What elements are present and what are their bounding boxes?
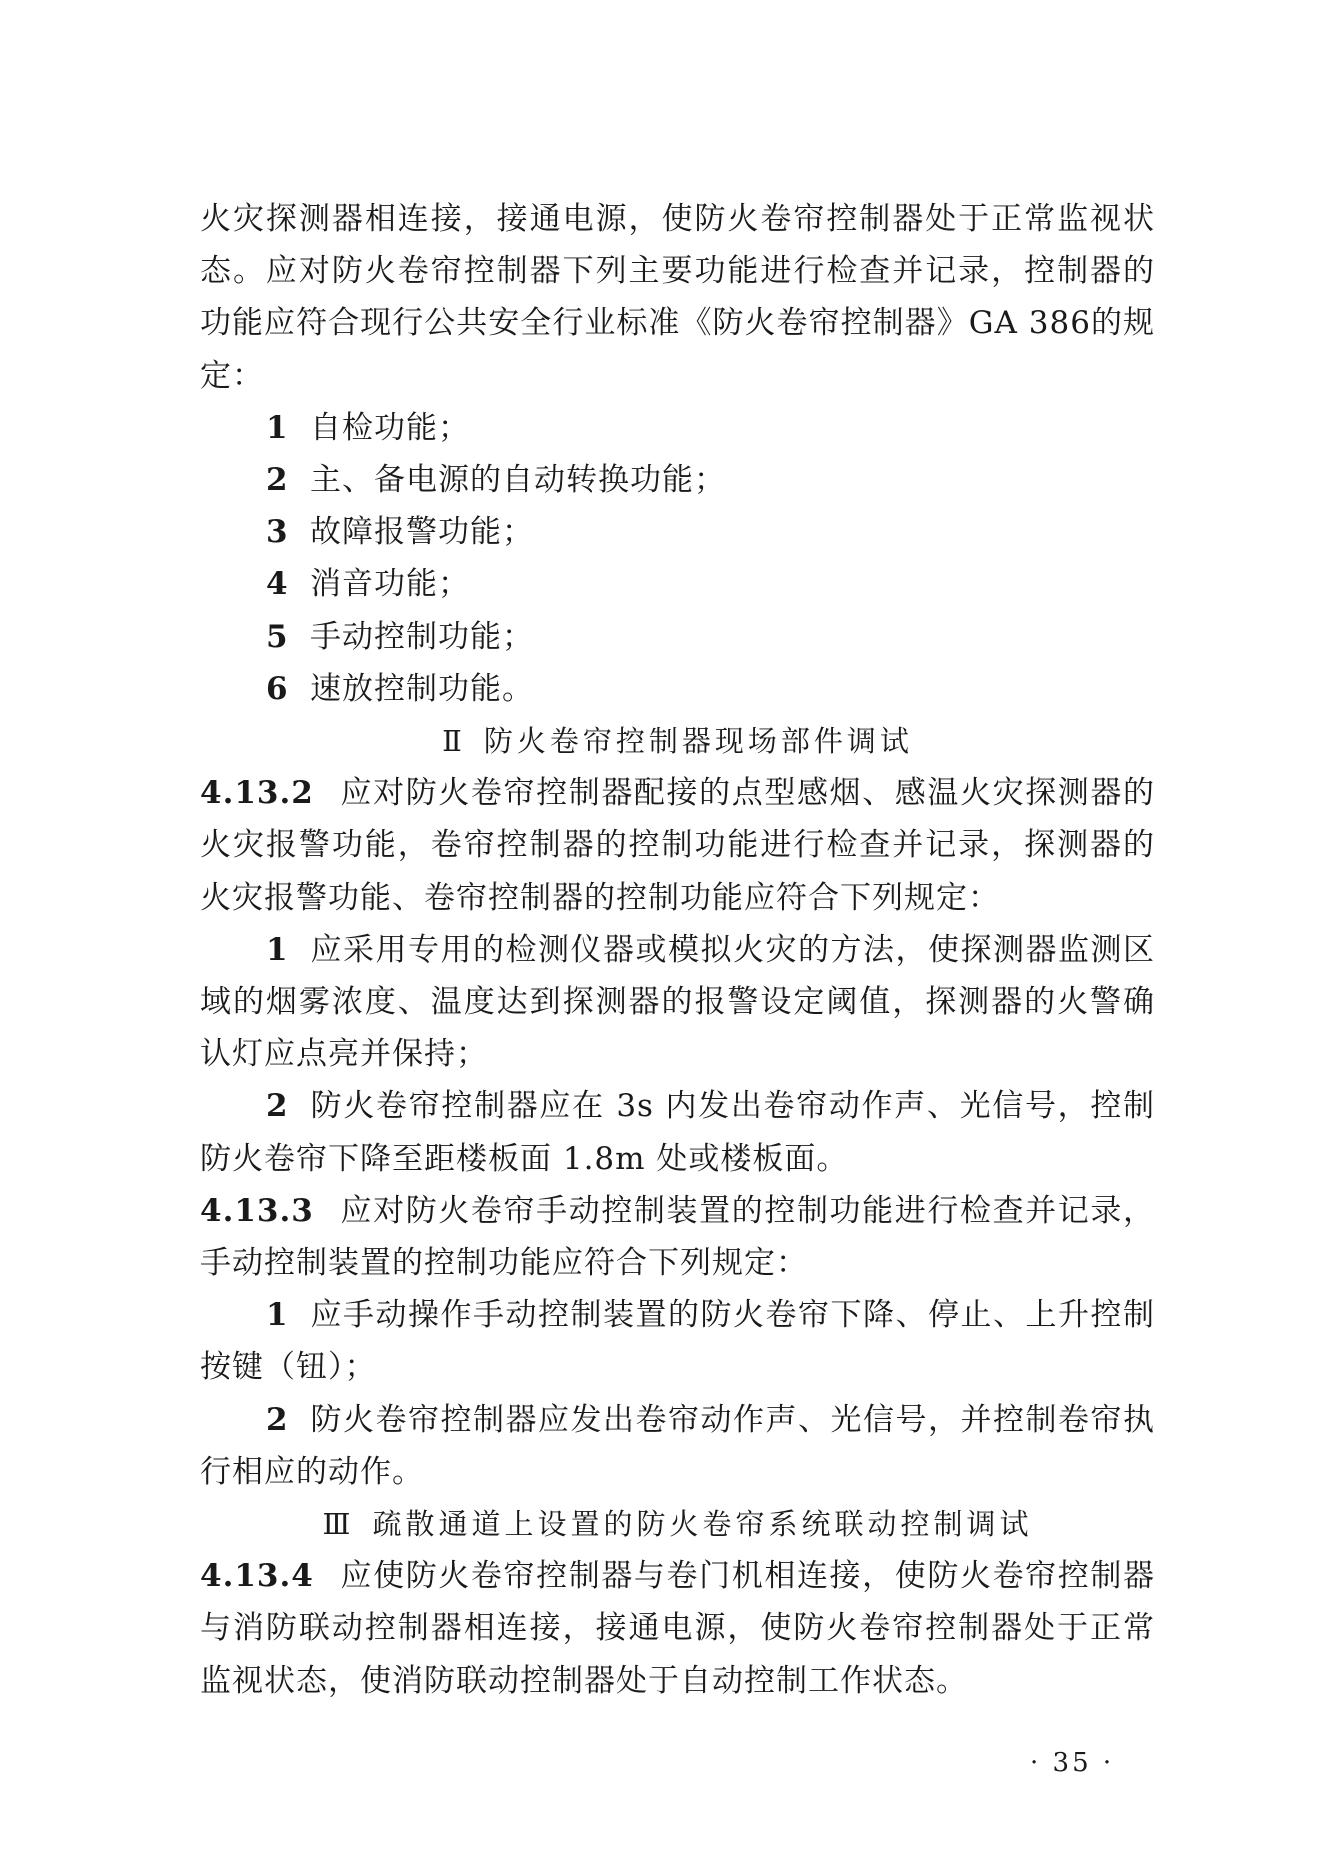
section-roman-numeral: Ⅱ (442, 724, 462, 759)
clause-text: 应使防火卷帘控制器与卷门机相连接，使防火卷帘控制器与消防联动控制器相连接，接通电源，使防火卷帘控制器处于正常监视状态，使消防联动控制器处于自动控制工作状态。 (200, 1558, 1155, 1699)
clause-number: 4.13.2 (200, 775, 314, 812)
list-item: 5 手动控制功能； (266, 618, 534, 655)
section-title: 疏散通道上设置的防火卷帘系统联动控制调试 (372, 1507, 1033, 1542)
list-item: 1 应手动操作手动控制装置的防火卷帘下降、停止、上升控制按键（钮）； (200, 1297, 1155, 1386)
section-heading-2 (200, 715, 1155, 767)
function-list (200, 402, 1155, 715)
list-item: 2 防火卷帘控制器应发出卷帘动作声、光信号，并控制卷帘执行相应的动作。 (200, 1401, 1155, 1490)
page-number: · 35 · (1030, 1748, 1115, 1778)
section-heading-3 (200, 1498, 1155, 1550)
list-item: 2 主、备电源的自动转换功能； (266, 462, 726, 499)
section-title: 防火卷帘控制器现场部件调试 (483, 724, 913, 759)
list-item: 4 消音功能； (266, 566, 470, 603)
list-item: 6 速放控制功能。 (266, 670, 534, 707)
list-item: 2 防火卷帘控制器应在 3s 内发出卷帘动作声、光信号，控制防火卷帘下降至距楼板面 1.8m 处或楼板面。 (200, 1088, 1155, 1177)
intro-paragraph: 火灾探测器相连接，接通电源，使防火卷帘控制器处于正常监视状态。应对防火卷帘控制器下列主要功能进行检查并记录，控制器的功能应符合现行公共安全行业标准《防火卷帘控制器》GA 386的规定： (200, 201, 1155, 394)
list-item: 1 自检功能； (266, 409, 470, 446)
clause-number: 4.13.4 (200, 1558, 314, 1595)
clause-4-13-4 (200, 1550, 1155, 1707)
clause-number: 4.13.3 (200, 1192, 314, 1229)
clause-4-13-3 (200, 1185, 1155, 1289)
clause-4-13-2 (200, 767, 1155, 924)
text-column (200, 193, 1155, 1707)
clause-text: 应对防火卷帘手动控制装置的控制功能进行检查并记录，手动控制装置的控制功能应符合下列规定： (200, 1192, 1155, 1282)
clause-text: 应对防火卷帘控制器配接的点型感烟、感温火灾探测器的火灾报警功能，卷帘控制器的控制功能进行检查并记录，探测器的火灾报警功能、卷帘控制器的控制功能应符合下列规定： (200, 775, 1155, 916)
list-item: 3 故障报警功能； (266, 514, 534, 551)
list-item: 1 应采用专用的检测仪器或模拟火灾的方法，使探测器监测区域的烟雾浓度、温度达到探测器的报警设定阈值，探测器的火警确认灯应点亮并保持； (200, 931, 1155, 1073)
section-roman-numeral: Ⅲ (322, 1507, 351, 1542)
